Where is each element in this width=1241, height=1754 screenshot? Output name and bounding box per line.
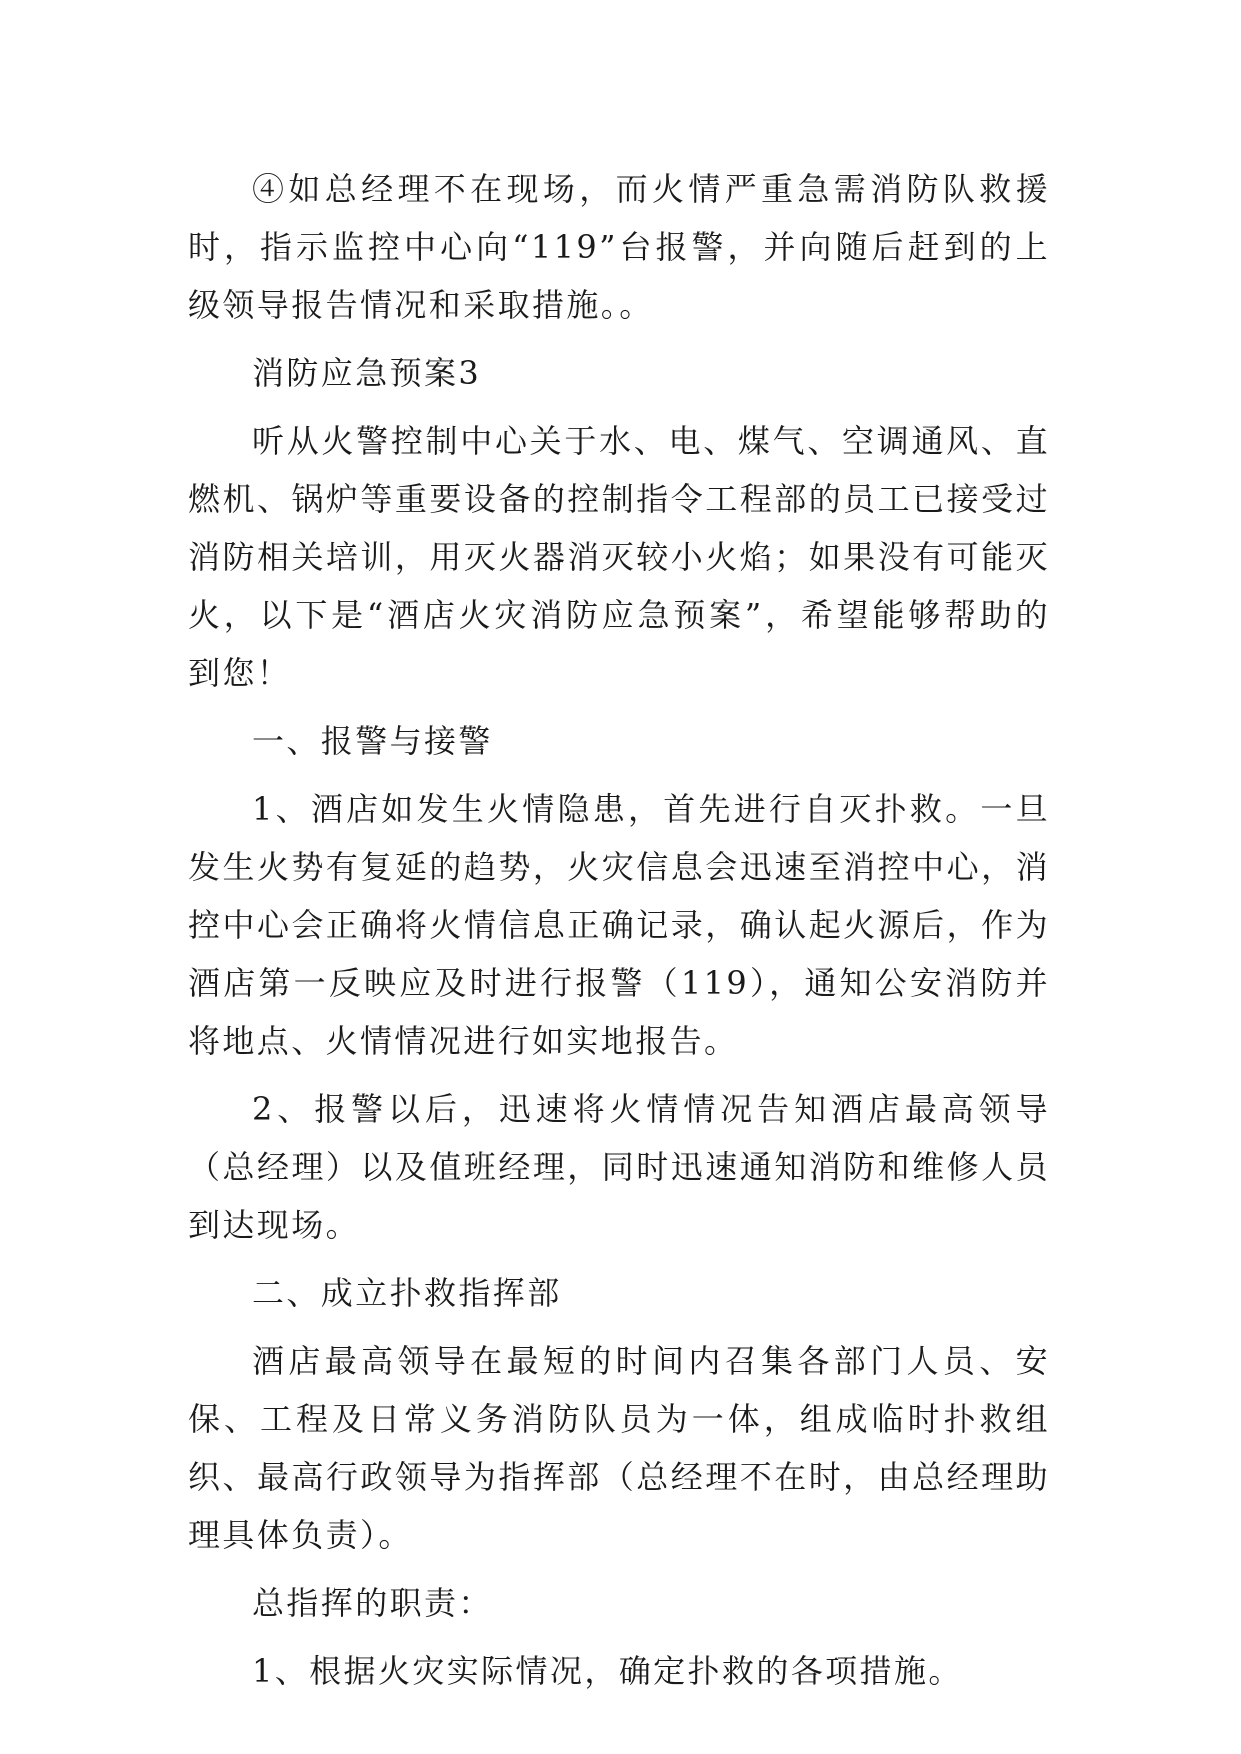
heading-commander-duties: 总指挥的职责： bbox=[252, 1584, 493, 1622]
paragraph-report-to-119: ④如总经理不在现场，而火情严重急需消防队救援时，指示监控中心向“119”台报警，并向随后赶到的上级领导报告情况和采取措施。。 bbox=[188, 170, 1050, 324]
heading-command-center: 二、成立扑救指挥部 bbox=[252, 1274, 562, 1312]
section-title-plan-3: 消防应急预案3 bbox=[252, 354, 482, 392]
paragraph-command-center: 酒店最高领导在最短的时间内召集各部门人员、安保、工程及日常义务消防队员为一体，组成临时扑救组织、最高行政领导为指挥部（总经理不在时，由总经理助理具体负责）。 bbox=[188, 1342, 1050, 1554]
paragraph-alarm-item-1: 1、酒店如发生火情隐患，首先进行自灭扑救。一旦发生火势有复延的趋势，火灾信息会迅速至消控中心，消控中心会正确将火情信息正确记录，确认起火源后，作为酒店第一反映应及时进行报警（119），通知公安消防并将地点、火情情况进行如实地报告。 bbox=[188, 790, 1050, 1060]
document-body bbox=[188, 160, 1050, 1710]
heading-alarm: 一、报警与接警 bbox=[252, 722, 493, 760]
paragraph-alarm-item-2: 2、报警以后，迅速将火情情况告知酒店最高领导（总经理）以及值班经理，同时迅速通知消防和维修人员到达现场。 bbox=[188, 1090, 1050, 1244]
paragraph-intro: 听从火警控制中心关于水、电、煤气、空调通风、直燃机、锅炉等重要设备的控制指令工程部的员工已接受过消防相关培训，用灭火器消灭较小火焰；如果没有可能灭火，以下是“酒店火灾消防应急预案”，希望能够帮助的到您！ bbox=[188, 422, 1050, 692]
paragraph-duty-item-1: 1、根据火灾实际情况，确定扑救的各项措施。 bbox=[252, 1652, 963, 1690]
